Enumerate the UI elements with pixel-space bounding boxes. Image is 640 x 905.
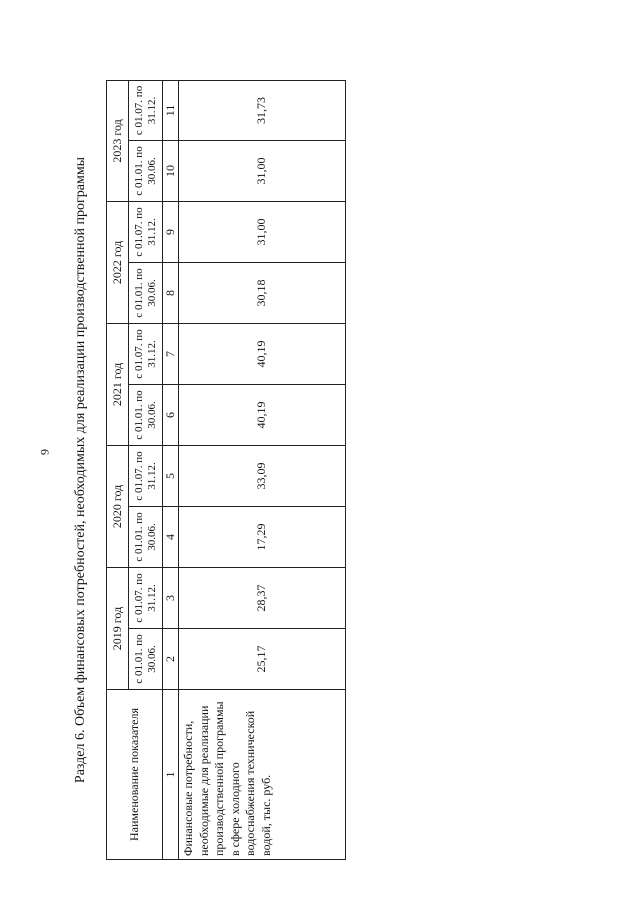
year-header-2021: 2021 год: [107, 323, 129, 445]
value-cell: 40,19: [179, 384, 346, 445]
value-cell: 33,09: [179, 445, 346, 506]
col-number: 8: [163, 262, 179, 323]
period-h1-2023: с 01.01. по 30.06.: [129, 140, 163, 201]
year-header-row: [107, 80, 129, 859]
period-h1-2019: с 01.01. по 30.06.: [129, 629, 163, 690]
year-header-2020: 2020 год: [107, 445, 129, 567]
row-name: Финансовые потребности, необходимые для реализации производственной программы в сфере холодного водоснабжения технической водой, тыс. руб.: [179, 690, 346, 860]
col-number: 5: [163, 445, 179, 506]
year-header-2019: 2019 год: [107, 567, 129, 689]
col-number: 6: [163, 384, 179, 445]
value-cell: 40,19: [179, 323, 346, 384]
page-number: 9: [37, 449, 52, 455]
col-number: 11: [163, 80, 179, 140]
period-h1-2021: с 01.01. по 30.06.: [129, 384, 163, 445]
col-number: 7: [163, 323, 179, 384]
value-cell: 17,29: [179, 506, 346, 567]
financial-needs-table: [106, 80, 346, 860]
col-number: 4: [163, 506, 179, 567]
col-number: 1: [163, 690, 179, 860]
section-title: Раздел 6. Объем финансовых потребностей, необходимых для реализации производственной программы: [73, 156, 88, 784]
period-h2-2022: с 01.07. по 31.12.: [129, 201, 163, 262]
col-number: 9: [163, 201, 179, 262]
value-cell: 31,73: [179, 80, 346, 140]
year-header-2023: 2023 год: [107, 80, 129, 201]
column-number-row: [163, 80, 179, 859]
period-h2-2019: с 01.07. по 31.12.: [129, 567, 163, 628]
value-cell: 31,00: [179, 140, 346, 201]
col-number: 3: [163, 567, 179, 628]
period-h1-2020: с 01.01. по 30.06.: [129, 506, 163, 567]
table-row: [179, 80, 346, 859]
rotated-page-content: [58, 80, 638, 860]
header-name-col: Наименование показателя: [107, 690, 163, 860]
value-cell: 28,37: [179, 567, 346, 628]
period-h2-2021: с 01.07. по 31.12.: [129, 323, 163, 384]
value-cell: 25,17: [179, 629, 346, 690]
col-number: 10: [163, 140, 179, 201]
value-cell: 30,18: [179, 262, 346, 323]
period-h1-2022: с 01.01. по 30.06.: [129, 262, 163, 323]
period-h2-2020: с 01.07. по 31.12.: [129, 445, 163, 506]
value-cell: 31,00: [179, 201, 346, 262]
period-h2-2023: с 01.07. по 31.12.: [129, 80, 163, 140]
col-number: 2: [163, 629, 179, 690]
year-header-2022: 2022 год: [107, 201, 129, 323]
